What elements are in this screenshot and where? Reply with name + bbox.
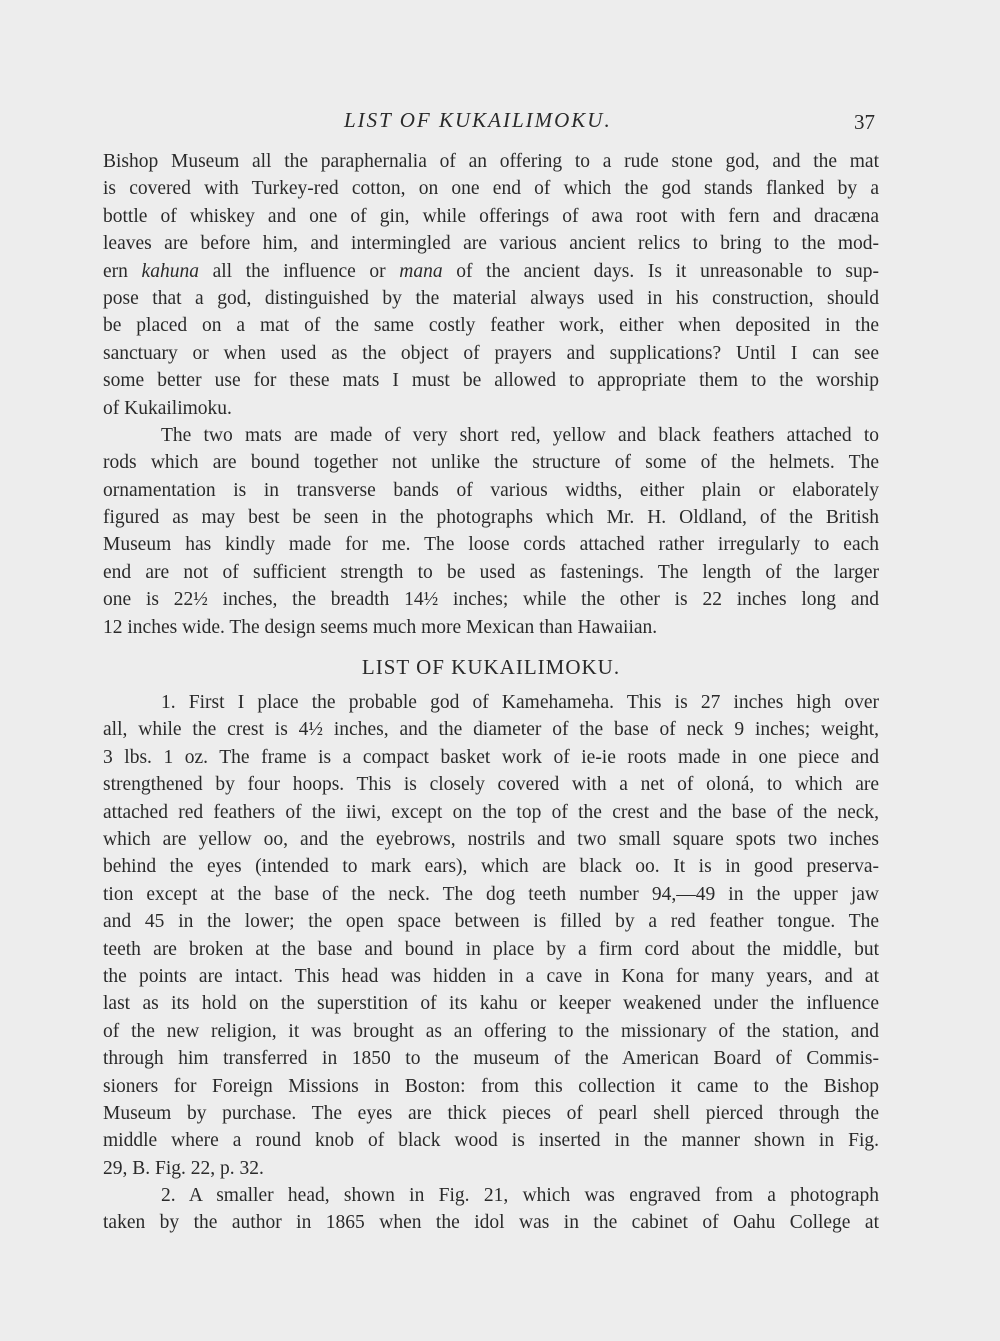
page-body <box>103 148 879 1237</box>
text-line: teeth are broken at the base and bound in place by a firm cord about the middle, but <box>103 938 879 960</box>
running-title: LIST OF KUKAILIMOKU. <box>344 108 612 132</box>
list-item <box>103 1182 879 1237</box>
text-line: some better use for these mats I must be allowed to appropriate them to the worship <box>103 370 879 392</box>
text-line: the points are intact. This head was hidden in a cave in Kona for many years, and at <box>103 965 879 987</box>
text-line: 2. A smaller head, shown in Fig. 21, which was engraved from a photograph <box>161 1185 879 1207</box>
section-heading: LIST OF KUKAILIMOKU. <box>361 655 621 680</box>
text-line: middle where a round knob of black wood is inserted in the manner shown in Fig. <box>103 1130 879 1152</box>
text-line: sanctuary or when used as the object of prayers and supplications? Until I can see <box>103 342 879 364</box>
text-line: last as its hold on the superstition of its kahu or keeper weakened under the influence <box>103 993 879 1015</box>
text-line: of Kukailimoku. <box>103 397 232 419</box>
text-line: strengthened by four hoops. This is closely covered with a net of oloná, to which are <box>103 774 879 796</box>
text-line: Bishop Museum all the paraphernalia of an offering to a rude stone god, and the mat <box>103 151 879 172</box>
text-line: 12 inches wide. The design seems much more Mexican than Hawaiian. <box>103 616 658 638</box>
text-line: end are not of sufficient strength to be used as fastenings. The length of the larger <box>103 561 879 583</box>
text-line: taken by the author in 1865 when the idol was in the cabinet of Oahu College at <box>103 1212 879 1234</box>
text-line: behind the eyes (intended to mark ears), which are black oo. It is in good preserva- <box>103 856 879 878</box>
text-line: ornamentation is in transverse bands of various widths, either plain or elaborately <box>103 479 879 501</box>
text-line: is covered with Turkey-red cotton, on one end of which the god stands flanked by a <box>103 178 879 200</box>
text-line: rods which are bound together not unlike the structure of some of the helmets. The <box>103 452 879 474</box>
list-item <box>103 689 879 1182</box>
text-line: 29, B. Fig. 22, p. 32. <box>103 1157 264 1179</box>
text-line: leaves are before him, and intermingled are various ancient relics to bring to the mod- <box>103 233 879 255</box>
text-line: Museum by purchase. The eyes are thick pieces of pearl shell pierced through the <box>103 1102 879 1124</box>
text-line: through him transferred in 1850 to the museum of the American Board of Commis- <box>103 1048 879 1070</box>
text-line: be placed on a mat of the same costly feather work, either when deposited in the <box>103 315 879 337</box>
page-number: 37 <box>854 110 875 134</box>
text-line: sioners for Foreign Missions in Boston: from this collection it came to the Bishop <box>103 1075 879 1097</box>
text-line: figured as may best be seen in the photographs which Mr. H. Oldland, of the British <box>103 507 879 529</box>
text-line: pose that a god, distinguished by the material always used in his construction, should <box>103 287 879 309</box>
paragraph <box>103 148 879 422</box>
text-line: of the new religion, it was brought as an offering to the missionary of the station, and <box>103 1020 879 1042</box>
text-line: one is 22½ inches, the breadth 14½ inches; while the other is 22 inches long and <box>103 589 879 611</box>
text-line: tion except at the base of the neck. The dog teeth number 94,—49 in the upper jaw <box>103 883 879 905</box>
text-line: 3 lbs. 1 oz. The frame is a compact basket work of ie-ie roots made in one piece and <box>103 746 879 768</box>
text-line: Museum has kindly made for me. The loose cords attached rather irregularly to each <box>103 534 879 556</box>
text-line: and 45 in the lower; the open space between is filled by a red feather tongue. The <box>103 911 879 933</box>
text-line: which are yellow oo, and the eyebrows, nostrils and two small square spots two inches <box>103 828 879 850</box>
page-header <box>0 108 1000 142</box>
text-line: bottle of whiskey and one of gin, while offerings of awa root with fern and dracæna <box>103 205 879 227</box>
text-line: ern kahuna all the influence or mana of the ancient days. Is it unreasonable to sup- <box>103 260 879 282</box>
text-line: 1. First I place the probable god of Kamehameha. This is 27 inches high over <box>161 692 879 714</box>
text-line: attached red feathers of the iiwi, except on the top of the crest and the base of the neck, <box>103 801 879 823</box>
paragraph <box>103 422 879 641</box>
text-line: all, while the crest is 4½ inches, and the diameter of the base of neck 9 inches; weight, <box>103 719 879 741</box>
text-line: The two mats are made of very short red, yellow and black feathers attached to <box>161 424 879 446</box>
